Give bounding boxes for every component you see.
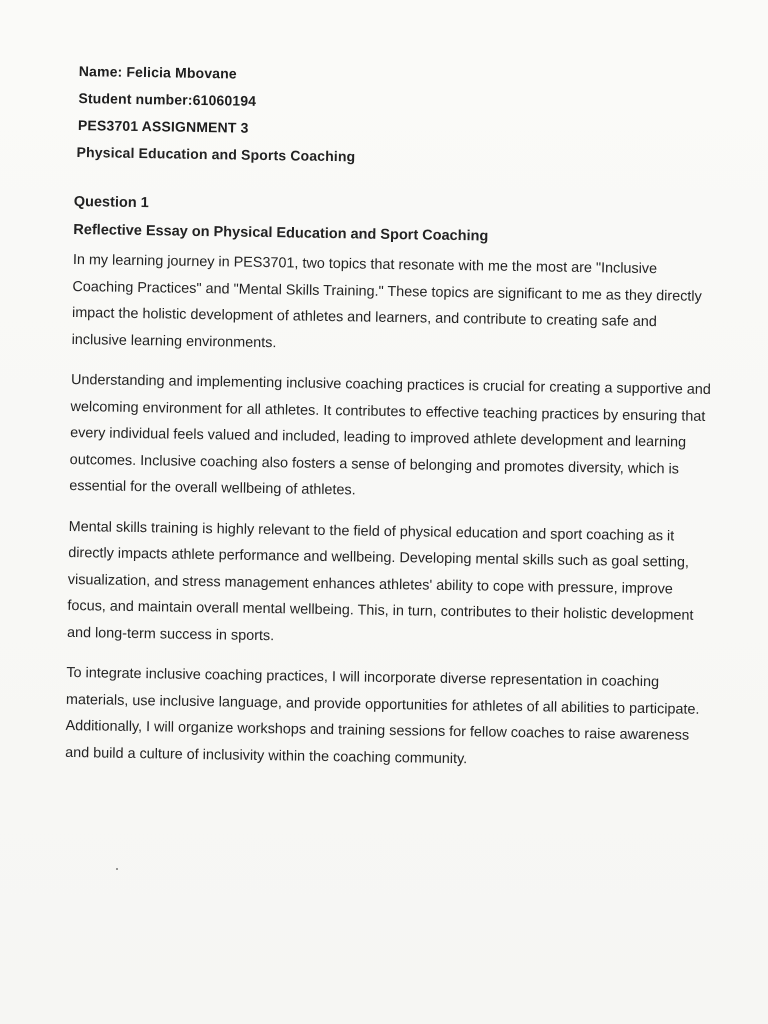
student-number: Student number:61060194 — [78, 90, 257, 109]
essay-paragraph: Understanding and implementing inclusive coaching practices is crucial for creating a supportive and welcoming environment for all athletes. It contributes to effective teaching practices by ensuring that every individual feels valued and included, leading to improved athlete development and learning outcomes. Inclusive coaching also fosters a sense of belonging and promotes diversity, which is essential for the overall wellbeing of athletes. — [69, 371, 711, 499]
essay-paragraph: In my learning journey in PES3701, two topics that resonate with me the most are "Inclusive Coaching Practices" and "Mental Skills Training." These topics are significant to me as they directly impact the holistic development of athletes and learners, and contribute to creating safe and inclusive learning environments. — [71, 251, 702, 351]
essay-paragraph: Mental skills training is highly relevant to the field of physical education and sport coaching as it directly impacts athlete performance and wellbeing. Developing mental skills such as goal setting, visualization, and stress management enhances athletes' ability to cope with pressure, improve focus, and maintain overall mental wellbeing. This, in turn, contributes to their holistic development and long-term success in sports. — [66, 518, 694, 644]
essay-title: Reflective Essay on Physical Education and Sport Coaching — [73, 221, 489, 245]
student-name: Name: Felicia Mbovane — [78, 63, 237, 82]
assignment-title: PES3701 ASSIGNMENT 3 — [77, 117, 249, 136]
course-title: Physical Education and Sports Coaching — [76, 144, 356, 165]
question-heading: Question 1 — [73, 193, 149, 212]
document-content — [65, 62, 716, 790]
essay-paragraph: To integrate inclusive coaching practices, I will incorporate diverse representation in coaching materials, use inclusive language, and provide opportunities for athletes of all abilities to participate. Additionally, I will organize workshops and training sessions for fellow coaches to raise awareness and build a culture of inclusivity within the coaching community. — [65, 664, 700, 767]
stray-pen-mark — [116, 868, 118, 870]
